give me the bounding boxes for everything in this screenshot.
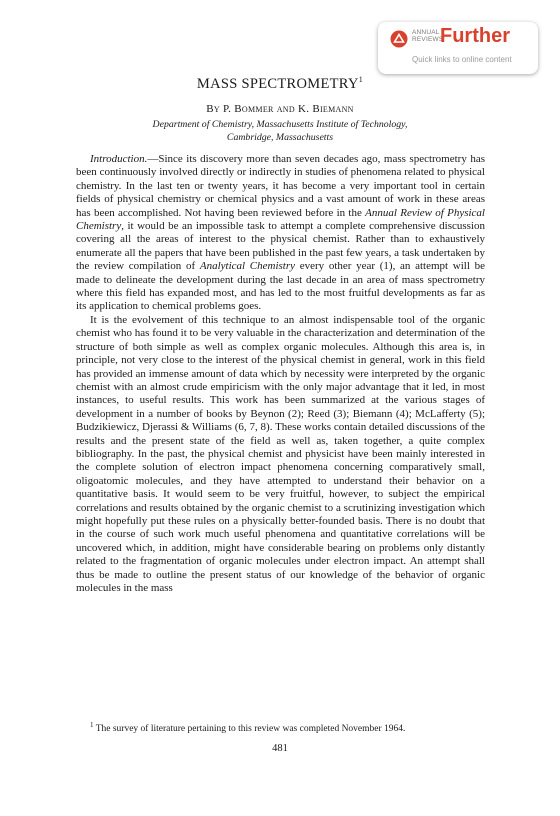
article-title-text: MASS SPECTROMETRY — [196, 75, 359, 92]
article-body — [76, 153, 485, 595]
badge-title: Further — [440, 25, 510, 47]
title-footnote-marker: 1 — [358, 75, 364, 84]
paragraph-introduction — [76, 153, 485, 314]
paragraph-text: , it would be an impossible task to attempt a complete comprehensive discussion covering all the areas of interest to the physical chemist. Rather than to exhaustively enumerate all the papers that have been published in the past few years, a task undertaken by the review compilation of — [76, 220, 485, 273]
article-affiliation — [0, 119, 560, 144]
paragraph-text: every other year (1), an attempt will be made to delineate the development during the last decade in an area of mass spectrometry where this field has expanded most, and has led to the most fruitful developments as far as its application to chemical problems goes. — [76, 260, 486, 313]
badge-brand — [412, 29, 443, 43]
paragraph-text: —Since its discovery more than seven decades ago, mass spectrometry has been continuously involved directly or indirectly in studies of phenomena related to physical chemistry. In the last ten or twenty years, it has become a very important tool in certain fields of physical chemistry or chemical physics and a vast amount of work in these areas has been accomplished. Not having been reviewed before in the — [76, 153, 485, 219]
article-title — [0, 75, 560, 93]
journal-reference: Analytical Chemistry — [199, 260, 296, 273]
journal-reference: Annual Review of Physical Chemistry — [76, 206, 485, 233]
affiliation-line-1: Department of Chemistry, Massachusetts Institute of Technology, — [152, 119, 408, 130]
affiliation-line-2: Cambridge, Massachusetts — [226, 131, 334, 143]
page-number: 481 — [272, 743, 288, 754]
annual-reviews-logo-icon — [390, 30, 408, 48]
badge-brand-line1: ANNUAL — [412, 29, 440, 36]
footnote-text: The survey of literature pertaining to this review was completed November 1964. — [93, 724, 406, 735]
further-badge[interactable] — [378, 22, 538, 74]
paragraph-2: It is the evolvement of this technique to an almost indispensable tool of the organic chemist who has found it to be very valuable in the characterization and determination of the structure of both simple as well as complex organic molecules. Although this area is, in principle, not very close to the interest of the physical chemist in general, work in this field has provided an immense amount of data which by necessity were interpreted by the organic chemist with an almost crude empiricism with the only major advantage that it led, in most instances, to useful results. This work has been summarized at the various stages of development in a number of books by Beynon (2); Reed (3); Biemann (4); McLafferty (5); Budzikiewicz, Djerassi & Williams (6, 7, 8). These works contain detailed discussions of the results and the present state of the field as well as, taken together, a quite complex bibliography. In the past, the physical chemist and physicist have been mainly interested in the complete solution of electron impact phenomena concerning comparatively small, oligoatomic molecules, and they have attempted to understand their behavior on a quantitative basis. It would seem to be very fruitful, however, to subject the empirical correlations and results obtained by the organic chemist to a scrutinizing investigation which might hopefully put these rules on a physically better-founded basis. There is no doubt that in the course of such work much useful phenomena and quantitative correlations will be uncovered which, in addition, might have considerable bearing on problems only distantly related to the fragmentation of organic molecules under electron impact. An attempt shall thus be made to outline the present status of our knowledge of the behavior of organic molecules in the mass — [76, 313, 485, 594]
badge-brand-line2: REVIEWS — [412, 36, 444, 44]
article-authors: By P. Bommer and K. Biemann — [206, 103, 354, 115]
footnote — [76, 721, 485, 734]
section-heading-introduction: Introduction. — [90, 153, 148, 165]
footnote-marker: 1 — [90, 721, 94, 729]
badge-subtitle: Quick links to online content — [412, 55, 512, 64]
